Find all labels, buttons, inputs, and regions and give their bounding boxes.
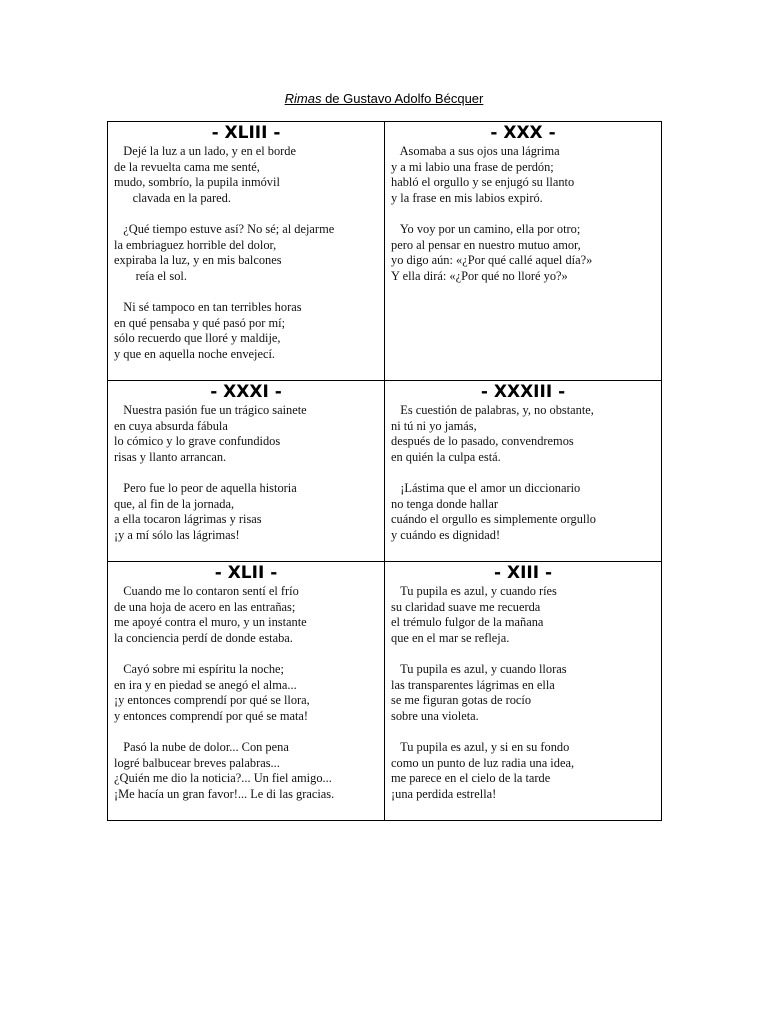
poem-line: que, al fin de la jornada, <box>114 496 235 511</box>
poem-line: expiraba la luz, y en mis balcones <box>114 253 282 268</box>
poem-stanza <box>114 740 378 802</box>
poem-line: me apoyé contra el muro, y un instante <box>114 615 307 630</box>
poem-heading: - XLIII - <box>211 123 281 143</box>
poem-heading: - XXXI - <box>210 382 282 402</box>
poem-line: Pasó la nube de dolor... Con pena <box>114 739 289 754</box>
poem-line: en qué pensaba y qué pasó por mí; <box>114 315 286 330</box>
poem-line: en ira y en piedad se anegó el alma... <box>114 677 297 692</box>
poem-line: Ni sé tampoco en tan terribles horas <box>114 299 302 314</box>
title-italic: Rimas <box>284 91 322 106</box>
poem-stanza <box>391 403 655 465</box>
poem-line: su claridad suave me recuerda <box>391 599 541 614</box>
poem-line: la conciencia perdí de donde estaba. <box>114 630 293 645</box>
poem-stanza <box>391 740 655 802</box>
poem-line: Tu pupila es azul, y si en su fondo <box>391 739 570 754</box>
poem-line: como un punto de luz radia una idea, <box>391 755 575 770</box>
poem-heading: - XLII - <box>214 563 278 583</box>
poem-line: y entonces comprendí por qué se mata! <box>114 708 309 723</box>
poem-line: de la revuelta cama me senté, <box>114 159 260 174</box>
poem-stanza <box>114 662 378 724</box>
poem-line: a ella tocaron lágrimas y risas <box>114 512 262 527</box>
poem-line: reía el sol. <box>114 268 187 283</box>
poem-line: sólo recuerdo que lloré y maldije, <box>114 331 281 346</box>
poem-line: Tu pupila es azul, y cuando ríes <box>391 584 557 598</box>
poem-line: no tenga donde hallar <box>391 496 499 511</box>
poem-line: de una hoja de acero en las entrañas; <box>114 599 296 614</box>
poem-stanza <box>391 584 655 646</box>
poem-stanza <box>114 300 378 362</box>
poem-line: lo cómico y lo grave confundidos <box>114 434 281 449</box>
poem-line: Es cuestión de palabras, y, no obstante, <box>391 403 594 417</box>
poem-line: yo digo aún: «¿Por qué callé aquel día?» <box>391 253 593 268</box>
poem-stanza <box>114 222 378 284</box>
poem-line: ¡Lástima que el amor un diccionario <box>391 480 581 495</box>
poem-line: pero al pensar en nuestro mutuo amor, <box>391 237 581 252</box>
poem-line: Cuando me lo contaron sentí el frío <box>114 584 299 598</box>
poem-line: habló el orgullo y se enjugó su llanto <box>391 175 575 190</box>
poem-line: ¡una perdida estrella! <box>391 786 497 801</box>
poem-line: ¿Qué tiempo estuve así? No sé; al dejarme <box>114 221 335 236</box>
poem-line: mudo, sombrío, la pupila inmóvil <box>114 175 280 190</box>
poems-table <box>107 121 662 821</box>
poem-line: y cuándo es dignidad! <box>391 527 501 542</box>
poem-cell <box>385 562 662 821</box>
title-rest: de Gustavo Adolfo Bécquer <box>321 91 484 106</box>
poem-line: Pero fue lo peor de aquella historia <box>114 480 297 495</box>
poem-stanza <box>114 481 378 543</box>
poem-cell <box>385 381 662 562</box>
poem-stanza <box>391 481 655 543</box>
poem-line: ¡y entonces comprendí por qué se llora, <box>114 693 310 708</box>
poem-line: sobre una violeta. <box>391 708 479 723</box>
poem-cell <box>108 562 385 821</box>
poem-line: Tu pupila es azul, y cuando lloras <box>391 661 567 676</box>
poem-line: y la frase en mis labios expiró. <box>391 190 543 205</box>
poem-line: ni tú ni yo jamás, <box>391 418 477 433</box>
poem-line: el trémulo fulgor de la mañana <box>391 615 544 630</box>
poem-line: se me figuran gotas de rocío <box>391 693 532 708</box>
poem-cell <box>108 381 385 562</box>
poem-heading: - XXX - <box>490 123 556 143</box>
poem-stanza <box>114 403 378 465</box>
poem-line: ¿Quién me dio la noticia?... Un fiel amigo... <box>114 771 332 786</box>
poem-line: risas y llanto arrancan. <box>114 449 227 464</box>
poem-stanza <box>391 662 655 724</box>
poem-line: Cayó sobre mi espíritu la noche; <box>114 661 284 676</box>
poem-line: la embriaguez horrible del dolor, <box>114 237 277 252</box>
poem-line: y que en aquella noche envejecí. <box>114 346 275 361</box>
poem-line: Dejé la luz a un lado, y en el borde <box>114 144 297 158</box>
poem-line: logré balbucear breves palabras... <box>114 755 280 770</box>
poem-line: después de lo pasado, convendremos <box>391 434 574 449</box>
poem-line: en cuya absurda fábula <box>114 418 228 433</box>
poem-stanza <box>114 144 378 206</box>
poem-line: me parece en el cielo de la tarde <box>391 771 551 786</box>
poem-line: Yo voy por un camino, ella por otro; <box>391 221 581 236</box>
poem-line: en quién la culpa está. <box>391 449 501 464</box>
poem-line: y a mi labio una frase de perdón; <box>391 159 554 174</box>
poem-line: Y ella dirá: «¿Por qué no lloré yo?» <box>391 268 568 283</box>
poem-heading: - XIII - <box>493 563 553 583</box>
poem-line: cuándo el orgullo es simplemente orgullo <box>391 512 596 527</box>
poem-line: que en el mar se refleja. <box>391 630 510 645</box>
poem-cell <box>385 122 662 381</box>
poem-line: las transparentes lágrimas en ella <box>391 677 555 692</box>
poem-line: Asomaba a sus ojos una lágrima <box>391 144 560 158</box>
poem-cell <box>108 122 385 381</box>
poem-stanza <box>114 584 378 646</box>
poem-stanza <box>391 144 655 206</box>
poem-line: clavada en la pared. <box>114 190 231 205</box>
poem-heading: - XXXIII - <box>480 382 566 402</box>
document-title <box>0 91 768 106</box>
poem-line: ¡Me hacía un gran favor!... Le di las gracias. <box>114 786 335 801</box>
poem-line: Nuestra pasión fue un trágico sainete <box>114 403 307 417</box>
poem-stanza <box>391 222 655 284</box>
poem-line: ¡y a mí sólo las lágrimas! <box>114 527 240 542</box>
